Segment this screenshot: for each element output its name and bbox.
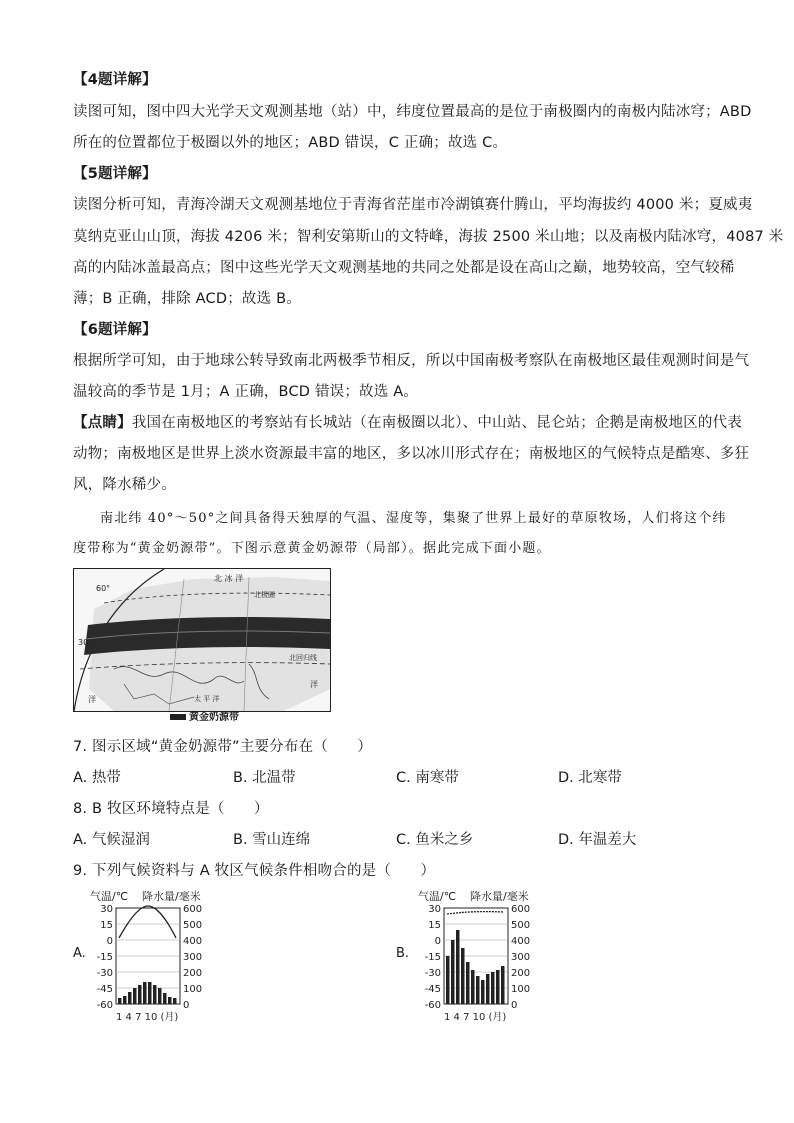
chart-b-rtick-3: 300 xyxy=(511,952,531,963)
chart-a-rtick-1: 500 xyxy=(183,920,203,931)
chart-a-ltick-1: 15 xyxy=(100,920,113,931)
chart-a-rtick-4: 200 xyxy=(183,968,203,979)
q7-option-b[interactable]: B. 北温带 xyxy=(233,770,296,786)
map-caption xyxy=(170,708,239,723)
climate-chart-b xyxy=(418,888,558,1032)
section-text-5-line2: 莫纳克亚山山顶，海拔 4206 米；智利安第斯山的文特峰，海拔 2500 米山地；以及南极内陆冰穹，4087 米 xyxy=(73,229,784,245)
chart-b-ltick-3: -15 xyxy=(424,952,441,963)
label-ocean-right: 洋 xyxy=(310,680,318,689)
q8-option-a[interactable]: A. 气候湿润 xyxy=(73,832,150,848)
chart-a-rtick-3: 300 xyxy=(183,952,203,963)
chart-b-rtick-6: 0 xyxy=(511,1000,518,1011)
q8-option-b[interactable]: B. 雪山连绵 xyxy=(233,832,311,848)
chart-a-rtick-0: 600 xyxy=(183,904,203,915)
lat-label-30: 30° xyxy=(78,638,93,647)
section-text-6-line1: 根据所学可知，由于地球公转导致南北两极季节相反，所以中国南极考察队在南极地区最佳观测时间是气 xyxy=(73,353,750,369)
question-7-stem: 7. 图示区域“黄金奶源带”主要分布在（ ） xyxy=(73,739,373,755)
section-heading-4: 【4题详解】 xyxy=(73,72,157,88)
label-ocean-left: 洋 xyxy=(88,695,96,704)
chart-b-rtick-2: 400 xyxy=(511,936,531,947)
chart-a-rtick-2: 400 xyxy=(183,936,203,947)
q8-option-c[interactable]: C. 鱼米之乡 xyxy=(396,832,474,848)
q7-option-a[interactable]: A. 热带 xyxy=(73,770,121,786)
dianjing-text-1: 我国在南极地区的考察站有长城站（在南极圈以北）、中山站、昆仑站；企鹅是南极地区的代表 xyxy=(131,415,742,431)
section-text-5-line1: 读图分析可知，青海冷湖天文观测基地位于青海省茫崖市冷湖镇赛什腾山，平均海拔约 4000 米；夏威夷 xyxy=(73,197,753,213)
chart-a-ltick-2: 0 xyxy=(106,936,113,947)
chart-a-temp-curve xyxy=(119,906,176,938)
section-heading-6: 【6题详解】 xyxy=(73,322,157,338)
chart-b-ltick-6: -60 xyxy=(424,1000,441,1011)
label-arctic-circle: 北极圈 xyxy=(254,591,275,599)
chart-b-precip-bars xyxy=(446,930,505,1004)
chart-a-ltick-3: -15 xyxy=(96,952,113,963)
map-svg xyxy=(74,569,330,711)
section-text-6-line2: 温较高的季节是 1月；A 正确，BCD 错误；故选 A。 xyxy=(73,384,419,400)
chart-b-ltick-2: 0 xyxy=(434,936,441,947)
q7-option-d[interactable]: D. 北寒带 xyxy=(558,770,622,786)
passage-line2: 度带称为“黄金奶源带”。下图示意黄金奶源带（局部）。据此完成下面小题。 xyxy=(73,541,551,556)
chart-b-ltick-5: -45 xyxy=(424,984,441,995)
legend-swatch xyxy=(170,714,186,720)
dianjing-line2: 动物；南极地区是世界上淡水资源最丰富的地区，多以冰川形式存在；南极地区的气候特点是酷寒、多狂 xyxy=(73,446,750,462)
map-caption-text: 黄金奶源带 xyxy=(189,712,239,723)
chart-b-ltick-4: -30 xyxy=(424,968,441,979)
chart-b-ltick-1: 15 xyxy=(428,920,441,931)
q8-option-d[interactable]: D. 年温差大 xyxy=(558,832,637,848)
chart-a-rtick-6: 0 xyxy=(183,1000,190,1011)
climate-chart-a xyxy=(90,888,230,1032)
section-text-5-line4: 薄；B 正确，排除 ACD；故选 B。 xyxy=(73,291,301,307)
chart-a-rtick-5: 100 xyxy=(183,984,203,995)
chart-a-month-label: 1 4 7 10 (月) xyxy=(116,1012,179,1023)
chart-b-rtick-4: 200 xyxy=(511,968,531,979)
question-8-stem: 8. B 牧区环境特点是（ ） xyxy=(73,801,269,817)
label-pacific: 太 平 洋 xyxy=(194,695,220,703)
chart-a-ltick-6: -60 xyxy=(96,1000,113,1011)
chart-b-rtick-5: 100 xyxy=(511,984,531,995)
chart-a-letter[interactable]: A. xyxy=(73,946,86,961)
chart-b-letter[interactable]: B. xyxy=(396,946,410,961)
chart-b-ltick-0: 30 xyxy=(428,904,441,915)
chart-b-temp-label: 气温/℃ xyxy=(418,890,457,903)
q7-option-c[interactable]: C. 南寒带 xyxy=(396,770,459,786)
lat-label-60: 60° xyxy=(96,584,111,593)
chart-a-gridlines xyxy=(116,924,180,988)
section-text-4-line2: 所在的位置都位于极圈以外的地区；ABD 错误，C 正确；故选 C。 xyxy=(73,135,508,151)
section-text-4-line1: 读图可知，图中四大光学天文观测基地（站）中，纬度位置最高的是位于南极圈内的南极内陆冰穹；ABD xyxy=(73,104,752,120)
dianjing-label: 【点睛】 xyxy=(73,415,132,431)
chart-b-temp-curve xyxy=(447,912,504,914)
chart-a-precip-label: 降水量/毫米 xyxy=(142,890,201,903)
chart-b-rtick-1: 500 xyxy=(511,920,531,931)
chart-a-temp-label: 气温/℃ xyxy=(90,890,129,903)
section-heading-5: 【5题详解】 xyxy=(73,166,157,182)
chart-b-precip-label: 降水量/毫米 xyxy=(470,890,529,903)
chart-a-precip-bars xyxy=(118,982,177,1004)
label-tropic: 北回归线 xyxy=(289,654,317,662)
golden-milk-belt-map xyxy=(73,568,331,712)
passage-line1: 南北纬 40°～50°之间具备得天独厚的气温、湿度等，集聚了世界上最好的草原牧场，人们将这个纬 xyxy=(100,511,727,526)
dianjing-line3: 风，降水稀少。 xyxy=(73,477,176,493)
chart-a-ltick-4: -30 xyxy=(96,968,113,979)
chart-a-ltick-0: 30 xyxy=(100,904,113,915)
label-arctic-ocean: 北 冰 洋 xyxy=(214,574,244,583)
section-text-5-line3: 高的内陆冰盖最高点；图中这些光学天文观测基地的共同之处都是设在高山之巅，地势较高，空气较稀 xyxy=(73,260,735,276)
chart-b-rtick-0: 600 xyxy=(511,904,531,915)
chart-a-ltick-5: -45 xyxy=(96,984,113,995)
question-9-stem: 9. 下列气候资料与 A 牧区气候条件相吻合的是（ ） xyxy=(73,863,436,879)
chart-b-month-label: 1 4 7 10 (月) xyxy=(444,1012,507,1023)
dianjing-line1 xyxy=(73,411,742,432)
